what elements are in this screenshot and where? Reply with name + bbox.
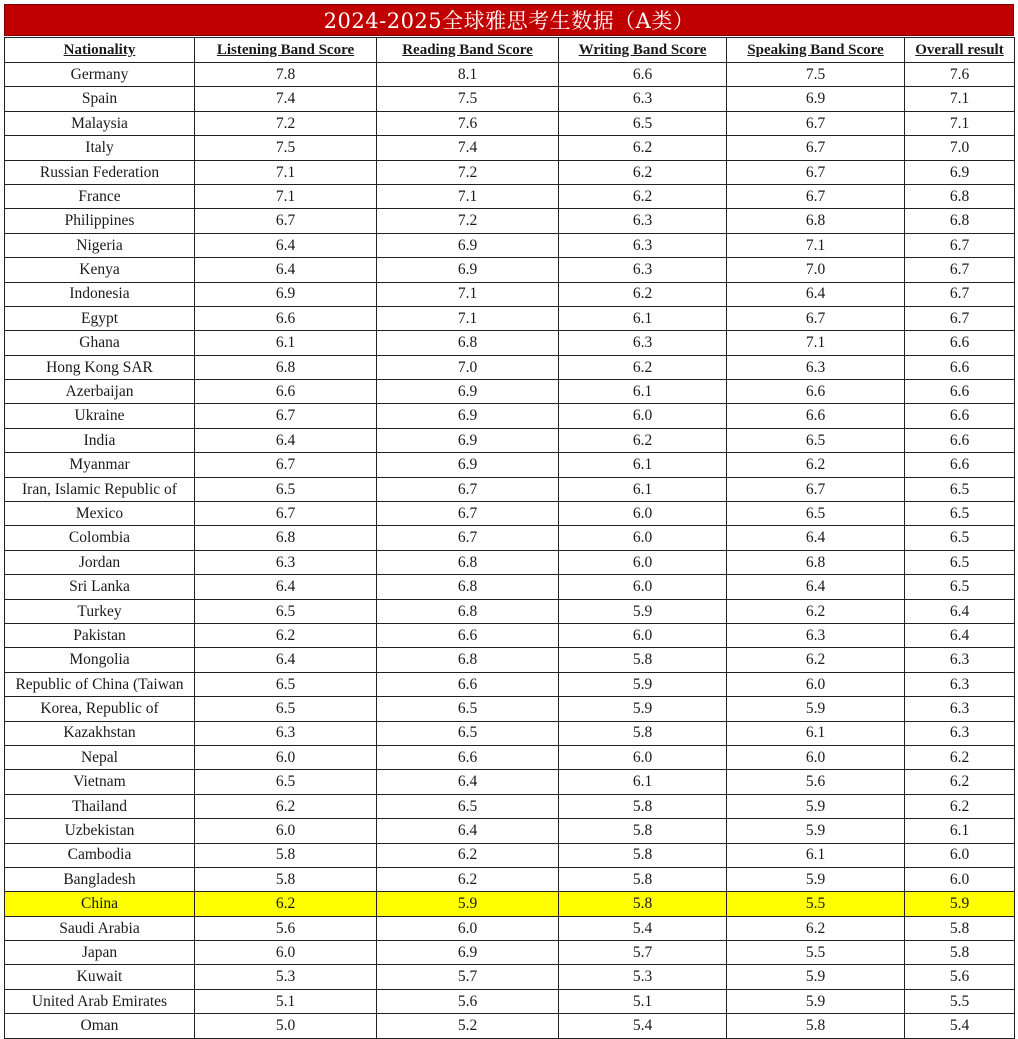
nationality-cell: Nepal (5, 745, 195, 769)
writing-cell: 6.0 (559, 575, 727, 599)
overall-cell: 6.0 (905, 843, 1015, 867)
header-writing: Writing Band Score (559, 38, 727, 63)
reading-cell: 6.4 (377, 819, 559, 843)
overall-cell: 5.8 (905, 941, 1015, 965)
speaking-cell: 6.3 (727, 355, 905, 379)
overall-cell: 6.6 (905, 453, 1015, 477)
writing-cell: 5.9 (559, 697, 727, 721)
table-row (5, 989, 1015, 1013)
writing-cell: 5.8 (559, 819, 727, 843)
overall-cell: 6.5 (905, 575, 1015, 599)
overall-cell: 7.0 (905, 136, 1015, 160)
reading-cell: 6.2 (377, 867, 559, 891)
listening-cell: 6.3 (195, 721, 377, 745)
speaking-cell: 6.2 (727, 453, 905, 477)
listening-cell: 6.2 (195, 892, 377, 916)
header-reading: Reading Band Score (377, 38, 559, 63)
table-row (5, 502, 1015, 526)
reading-cell: 6.8 (377, 599, 559, 623)
speaking-cell: 6.7 (727, 111, 905, 135)
listening-cell: 6.2 (195, 623, 377, 647)
reading-cell: 6.4 (377, 770, 559, 794)
listening-cell: 6.8 (195, 526, 377, 550)
writing-cell: 6.0 (559, 404, 727, 428)
writing-cell: 6.1 (559, 477, 727, 501)
writing-cell: 6.1 (559, 380, 727, 404)
nationality-cell: Myanmar (5, 453, 195, 477)
nationality-cell: Azerbaijan (5, 380, 195, 404)
reading-cell: 6.9 (377, 233, 559, 257)
reading-cell: 8.1 (377, 63, 559, 87)
reading-cell: 6.9 (377, 941, 559, 965)
table-row (5, 453, 1015, 477)
writing-cell: 6.0 (559, 502, 727, 526)
speaking-cell: 6.3 (727, 623, 905, 647)
reading-cell: 6.7 (377, 526, 559, 550)
nationality-cell: United Arab Emirates (5, 989, 195, 1013)
reading-cell: 5.7 (377, 965, 559, 989)
reading-cell: 6.5 (377, 794, 559, 818)
writing-cell: 5.3 (559, 965, 727, 989)
listening-cell: 6.9 (195, 282, 377, 306)
reading-cell: 7.1 (377, 282, 559, 306)
table-row (5, 87, 1015, 111)
nationality-cell: France (5, 184, 195, 208)
writing-cell: 5.9 (559, 672, 727, 696)
nationality-cell: Hong Kong SAR (5, 355, 195, 379)
listening-cell: 7.5 (195, 136, 377, 160)
table-row (5, 258, 1015, 282)
reading-cell: 6.6 (377, 623, 559, 647)
table-row (5, 282, 1015, 306)
nationality-cell: Philippines (5, 209, 195, 233)
speaking-cell: 5.9 (727, 989, 905, 1013)
reading-cell: 6.8 (377, 550, 559, 574)
nationality-cell: China (5, 892, 195, 916)
writing-cell: 6.3 (559, 258, 727, 282)
overall-cell: 6.0 (905, 867, 1015, 891)
listening-cell: 6.8 (195, 355, 377, 379)
listening-cell: 5.1 (195, 989, 377, 1013)
nationality-cell: Thailand (5, 794, 195, 818)
nationality-cell: India (5, 428, 195, 452)
writing-cell: 5.8 (559, 794, 727, 818)
nationality-cell: Japan (5, 941, 195, 965)
reading-cell: 6.5 (377, 697, 559, 721)
listening-cell: 6.5 (195, 770, 377, 794)
nationality-cell: Mexico (5, 502, 195, 526)
nationality-cell: Colombia (5, 526, 195, 550)
speaking-cell: 5.6 (727, 770, 905, 794)
speaking-cell: 6.2 (727, 599, 905, 623)
table-row (5, 916, 1015, 940)
speaking-cell: 5.9 (727, 965, 905, 989)
overall-cell: 6.6 (905, 404, 1015, 428)
speaking-cell: 5.8 (727, 1014, 905, 1038)
table-row (5, 428, 1015, 452)
writing-cell: 6.0 (559, 745, 727, 769)
table-row (5, 477, 1015, 501)
reading-cell: 5.2 (377, 1014, 559, 1038)
speaking-cell: 7.1 (727, 233, 905, 257)
reading-cell: 6.8 (377, 575, 559, 599)
overall-cell: 5.6 (905, 965, 1015, 989)
speaking-cell: 6.8 (727, 209, 905, 233)
overall-cell: 6.8 (905, 209, 1015, 233)
header-listening: Listening Band Score (195, 38, 377, 63)
table-row (5, 648, 1015, 672)
speaking-cell: 6.4 (727, 526, 905, 550)
overall-cell: 7.1 (905, 111, 1015, 135)
listening-cell: 5.8 (195, 867, 377, 891)
nationality-cell: Italy (5, 136, 195, 160)
writing-cell: 6.2 (559, 355, 727, 379)
speaking-cell: 6.8 (727, 550, 905, 574)
reading-cell: 7.1 (377, 184, 559, 208)
listening-cell: 7.1 (195, 160, 377, 184)
nationality-cell: Republic of China (Taiwan (5, 672, 195, 696)
speaking-cell: 6.6 (727, 380, 905, 404)
reading-cell: 7.6 (377, 111, 559, 135)
speaking-cell: 6.7 (727, 160, 905, 184)
table-row (5, 355, 1015, 379)
speaking-cell: 6.2 (727, 648, 905, 672)
reading-cell: 6.9 (377, 258, 559, 282)
writing-cell: 6.1 (559, 453, 727, 477)
speaking-cell: 6.5 (727, 428, 905, 452)
table-row (5, 867, 1015, 891)
table-row (5, 331, 1015, 355)
table-row (5, 160, 1015, 184)
reading-cell: 6.9 (377, 453, 559, 477)
nationality-cell: Mongolia (5, 648, 195, 672)
table-row (5, 697, 1015, 721)
writing-cell: 5.8 (559, 892, 727, 916)
nationality-cell: Ghana (5, 331, 195, 355)
writing-cell: 5.1 (559, 989, 727, 1013)
listening-cell: 6.0 (195, 819, 377, 843)
table-row (5, 672, 1015, 696)
writing-cell: 6.3 (559, 209, 727, 233)
table-row (5, 1014, 1015, 1038)
speaking-cell: 6.7 (727, 306, 905, 330)
reading-cell: 6.6 (377, 672, 559, 696)
overall-cell: 6.6 (905, 331, 1015, 355)
listening-cell: 6.4 (195, 575, 377, 599)
header-nationality: Nationality (5, 38, 195, 63)
writing-cell: 6.2 (559, 160, 727, 184)
writing-cell: 6.2 (559, 428, 727, 452)
listening-cell: 6.4 (195, 648, 377, 672)
reading-cell: 6.6 (377, 745, 559, 769)
overall-cell: 6.4 (905, 599, 1015, 623)
overall-cell: 6.3 (905, 721, 1015, 745)
nationality-cell: Iran, Islamic Republic of (5, 477, 195, 501)
table-row (5, 136, 1015, 160)
writing-cell: 6.0 (559, 526, 727, 550)
speaking-cell: 5.9 (727, 697, 905, 721)
nationality-cell: Pakistan (5, 623, 195, 647)
writing-cell: 6.2 (559, 136, 727, 160)
reading-cell: 5.9 (377, 892, 559, 916)
listening-cell: 6.0 (195, 941, 377, 965)
overall-cell: 6.6 (905, 380, 1015, 404)
overall-cell: 6.6 (905, 355, 1015, 379)
overall-cell: 6.6 (905, 428, 1015, 452)
reading-cell: 6.7 (377, 477, 559, 501)
listening-cell: 6.5 (195, 672, 377, 696)
listening-cell: 5.0 (195, 1014, 377, 1038)
listening-cell: 7.1 (195, 184, 377, 208)
overall-cell: 7.1 (905, 87, 1015, 111)
reading-cell: 7.5 (377, 87, 559, 111)
table-row (5, 209, 1015, 233)
reading-cell: 7.4 (377, 136, 559, 160)
reading-cell: 6.7 (377, 502, 559, 526)
overall-cell: 5.9 (905, 892, 1015, 916)
writing-cell: 6.6 (559, 63, 727, 87)
writing-cell: 6.5 (559, 111, 727, 135)
table-row (5, 819, 1015, 843)
speaking-cell: 5.9 (727, 867, 905, 891)
overall-cell: 5.5 (905, 989, 1015, 1013)
speaking-cell: 6.6 (727, 404, 905, 428)
reading-cell: 7.1 (377, 306, 559, 330)
listening-cell: 6.1 (195, 331, 377, 355)
overall-cell: 6.3 (905, 672, 1015, 696)
overall-cell: 6.5 (905, 502, 1015, 526)
writing-cell: 6.1 (559, 306, 727, 330)
reading-cell: 7.0 (377, 355, 559, 379)
listening-cell: 6.6 (195, 380, 377, 404)
overall-cell: 6.3 (905, 648, 1015, 672)
header-speaking: Speaking Band Score (727, 38, 905, 63)
reading-cell: 6.9 (377, 380, 559, 404)
table-row (5, 526, 1015, 550)
table-row (5, 550, 1015, 574)
writing-cell: 5.9 (559, 599, 727, 623)
reading-cell: 6.5 (377, 721, 559, 745)
nationality-cell: Germany (5, 63, 195, 87)
nationality-cell: Oman (5, 1014, 195, 1038)
overall-cell: 6.4 (905, 623, 1015, 647)
listening-cell: 6.7 (195, 453, 377, 477)
speaking-cell: 6.2 (727, 916, 905, 940)
table-row (5, 794, 1015, 818)
nationality-cell: Egypt (5, 306, 195, 330)
listening-cell: 6.6 (195, 306, 377, 330)
listening-cell: 7.4 (195, 87, 377, 111)
nationality-cell: Uzbekistan (5, 819, 195, 843)
listening-cell: 6.3 (195, 550, 377, 574)
writing-cell: 6.3 (559, 233, 727, 257)
nationality-cell: Turkey (5, 599, 195, 623)
reading-cell: 6.8 (377, 648, 559, 672)
overall-cell: 6.7 (905, 258, 1015, 282)
overall-cell: 6.2 (905, 794, 1015, 818)
nationality-cell: Spain (5, 87, 195, 111)
listening-cell: 6.5 (195, 599, 377, 623)
nationality-cell: Kuwait (5, 965, 195, 989)
speaking-cell: 6.7 (727, 184, 905, 208)
table-row (5, 111, 1015, 135)
table-row (5, 745, 1015, 769)
writing-cell: 5.4 (559, 1014, 727, 1038)
nationality-cell: Russian Federation (5, 160, 195, 184)
overall-cell: 6.1 (905, 819, 1015, 843)
header-overall: Overall result (905, 38, 1015, 63)
table-row (5, 941, 1015, 965)
overall-cell: 6.5 (905, 550, 1015, 574)
nationality-cell: Jordan (5, 550, 195, 574)
speaking-cell: 6.0 (727, 672, 905, 696)
writing-cell: 5.7 (559, 941, 727, 965)
table-title: 2024-2025全球雅思考生数据（A类） (4, 4, 1014, 36)
listening-cell: 7.2 (195, 111, 377, 135)
speaking-cell: 6.7 (727, 136, 905, 160)
listening-cell: 6.5 (195, 477, 377, 501)
reading-cell: 6.8 (377, 331, 559, 355)
overall-cell: 5.8 (905, 916, 1015, 940)
writing-cell: 5.8 (559, 843, 727, 867)
overall-cell: 6.5 (905, 526, 1015, 550)
reading-cell: 7.2 (377, 160, 559, 184)
table-row (5, 575, 1015, 599)
listening-cell: 5.6 (195, 916, 377, 940)
writing-cell: 5.4 (559, 916, 727, 940)
nationality-cell: Kenya (5, 258, 195, 282)
speaking-cell: 7.0 (727, 258, 905, 282)
speaking-cell: 6.7 (727, 477, 905, 501)
nationality-cell: Malaysia (5, 111, 195, 135)
nationality-cell: Saudi Arabia (5, 916, 195, 940)
table-row (5, 623, 1015, 647)
writing-cell: 6.2 (559, 282, 727, 306)
reading-cell: 6.2 (377, 843, 559, 867)
listening-cell: 6.7 (195, 209, 377, 233)
listening-cell: 6.0 (195, 745, 377, 769)
nationality-cell: Ukraine (5, 404, 195, 428)
table-row (5, 721, 1015, 745)
listening-cell: 6.7 (195, 502, 377, 526)
reading-cell: 6.9 (377, 428, 559, 452)
reading-cell: 7.2 (377, 209, 559, 233)
writing-cell: 5.8 (559, 721, 727, 745)
table-row (5, 306, 1015, 330)
overall-cell: 6.5 (905, 477, 1015, 501)
overall-cell: 6.8 (905, 184, 1015, 208)
speaking-cell: 5.9 (727, 794, 905, 818)
listening-cell: 5.3 (195, 965, 377, 989)
listening-cell: 5.8 (195, 843, 377, 867)
writing-cell: 6.0 (559, 623, 727, 647)
table-row (5, 184, 1015, 208)
overall-cell: 6.2 (905, 745, 1015, 769)
table-row (5, 63, 1015, 87)
overall-cell: 6.9 (905, 160, 1015, 184)
nationality-cell: Kazakhstan (5, 721, 195, 745)
nationality-cell: Korea, Republic of (5, 697, 195, 721)
speaking-cell: 6.4 (727, 282, 905, 306)
listening-cell: 6.7 (195, 404, 377, 428)
overall-cell: 7.6 (905, 63, 1015, 87)
listening-cell: 6.4 (195, 233, 377, 257)
writing-cell: 6.2 (559, 184, 727, 208)
speaking-cell: 7.5 (727, 63, 905, 87)
table-row (5, 380, 1015, 404)
overall-cell: 6.7 (905, 282, 1015, 306)
nationality-cell: Vietnam (5, 770, 195, 794)
nationality-cell: Cambodia (5, 843, 195, 867)
speaking-cell: 6.1 (727, 721, 905, 745)
writing-cell: 6.3 (559, 87, 727, 111)
listening-cell: 6.4 (195, 428, 377, 452)
reading-cell: 6.0 (377, 916, 559, 940)
speaking-cell: 5.5 (727, 892, 905, 916)
speaking-cell: 5.9 (727, 819, 905, 843)
writing-cell: 5.8 (559, 867, 727, 891)
writing-cell: 6.0 (559, 550, 727, 574)
overall-cell: 6.2 (905, 770, 1015, 794)
overall-cell: 6.7 (905, 233, 1015, 257)
writing-cell: 6.3 (559, 331, 727, 355)
writing-cell: 6.1 (559, 770, 727, 794)
speaking-cell: 6.4 (727, 575, 905, 599)
speaking-cell: 7.1 (727, 331, 905, 355)
speaking-cell: 6.1 (727, 843, 905, 867)
speaking-cell: 6.9 (727, 87, 905, 111)
table-row (5, 892, 1015, 916)
table-row (5, 965, 1015, 989)
reading-cell: 6.9 (377, 404, 559, 428)
speaking-cell: 6.5 (727, 502, 905, 526)
ielts-score-table (4, 37, 1015, 1039)
header-row (5, 38, 1015, 63)
table-row (5, 599, 1015, 623)
listening-cell: 7.8 (195, 63, 377, 87)
nationality-cell: Bangladesh (5, 867, 195, 891)
listening-cell: 6.5 (195, 697, 377, 721)
table-row (5, 843, 1015, 867)
overall-cell: 6.7 (905, 306, 1015, 330)
speaking-cell: 5.5 (727, 941, 905, 965)
table-body (5, 63, 1015, 1039)
nationality-cell: Indonesia (5, 282, 195, 306)
listening-cell: 6.4 (195, 258, 377, 282)
table-row (5, 770, 1015, 794)
table-row (5, 233, 1015, 257)
nationality-cell: Sri Lanka (5, 575, 195, 599)
speaking-cell: 6.0 (727, 745, 905, 769)
reading-cell: 5.6 (377, 989, 559, 1013)
listening-cell: 6.2 (195, 794, 377, 818)
overall-cell: 5.4 (905, 1014, 1015, 1038)
writing-cell: 5.8 (559, 648, 727, 672)
overall-cell: 6.3 (905, 697, 1015, 721)
nationality-cell: Nigeria (5, 233, 195, 257)
table-row (5, 404, 1015, 428)
